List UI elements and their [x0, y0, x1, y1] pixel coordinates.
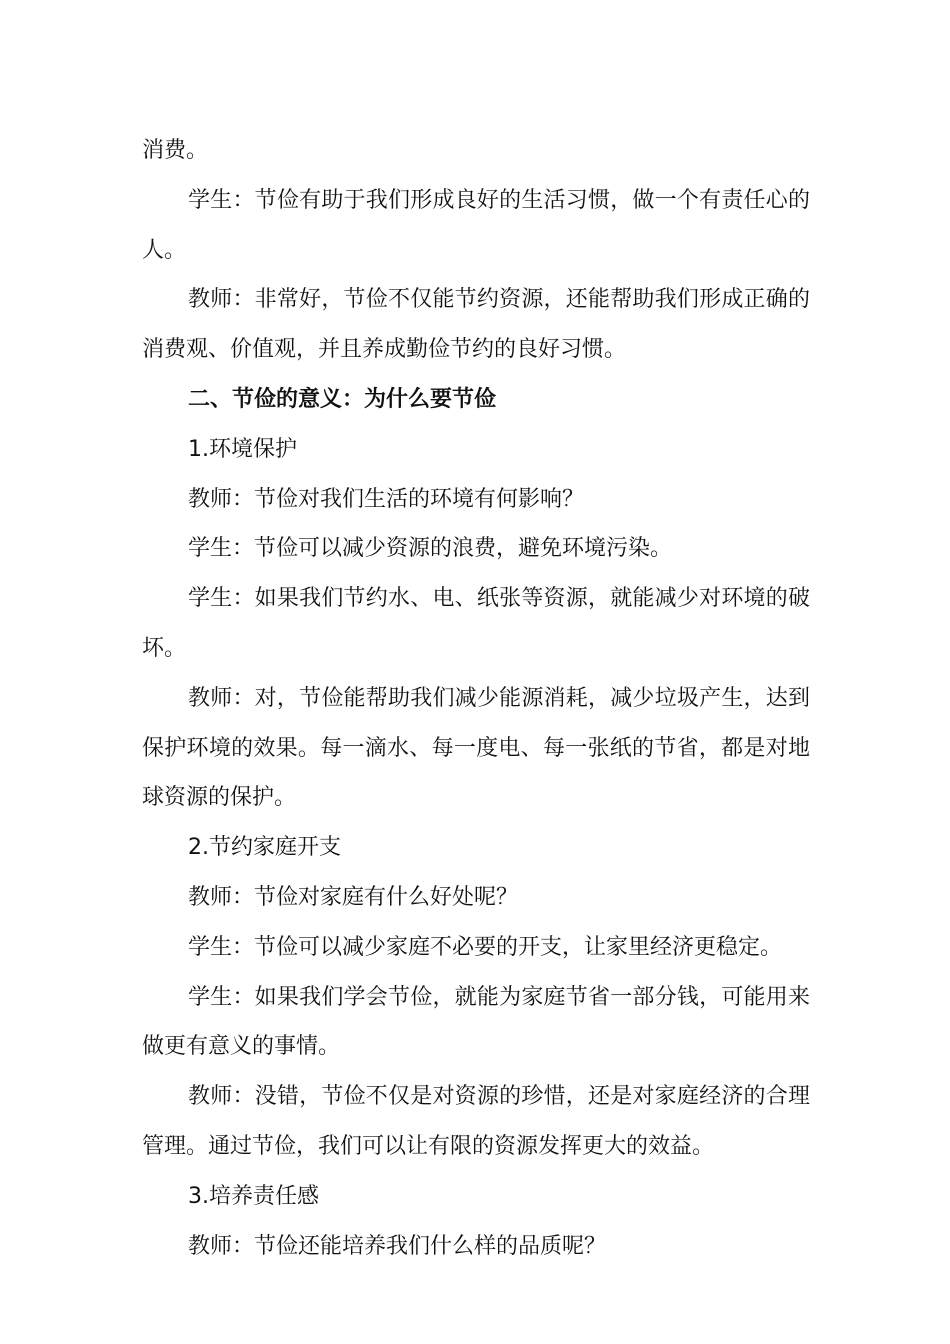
- paragraph-teacher-reply: 教师：对，节俭能帮助我们减少能源消耗，减少垃圾产生，达到保护环境的效果。每一滴水、每一度电、每一张纸的节省，都是对地球资源的保护。: [142, 685, 810, 811]
- paragraph-continuation: 消费。: [142, 138, 209, 163]
- paragraph-student-reply: 学生：如果我们学会节俭，就能为家庭节省一部分钱，可能用来做更有意义的事情。: [142, 984, 810, 1060]
- paragraph-teacher-reply: 教师：没错，节俭不仅是对资源的珍惜，还是对家庭经济的合理管理。通过节俭，我们可以让有限的资源发挥更大的效益。: [142, 1084, 810, 1159]
- paragraph-teacher-question: 教师：节俭还能培养我们什么样的品质呢？: [188, 1233, 607, 1259]
- paragraph-student-reply: 学生：节俭可以减少资源的浪费，避免环境污染。: [188, 536, 673, 562]
- subsection-heading-environment: 1.环境保护: [188, 436, 297, 462]
- section-heading: 二、节俭的意义：为什么要节俭: [188, 386, 497, 412]
- paragraph-student-reply: 学生：节俭有助于我们形成良好的生活习惯，做一个有责任心的人。: [142, 187, 810, 263]
- document-body: [142, 126, 810, 1271]
- paragraph-student-reply: 学生：节俭可以减少家庭不必要的开支，让家里经济更稳定。: [188, 934, 783, 960]
- subsection-heading-responsibility: 3.培养责任感: [188, 1183, 319, 1209]
- paragraph-student-reply: 学生：如果我们节约水、电、纸张等资源，就能减少对环境的破坏。: [142, 586, 810, 661]
- paragraph-teacher-question: 教师：节俭对家庭有什么好处呢？: [188, 884, 519, 910]
- paragraph-teacher-reply: 教师：非常好，节俭不仅能节约资源，还能帮助我们形成正确的消费观、价值观，并且养成勤俭节约的良好习惯。: [142, 287, 810, 363]
- subsection-heading-family-expenses: 2.节约家庭开支: [188, 835, 341, 861]
- paragraph-teacher-question: 教师：节俭对我们生活的环境有何影响？: [188, 486, 585, 512]
